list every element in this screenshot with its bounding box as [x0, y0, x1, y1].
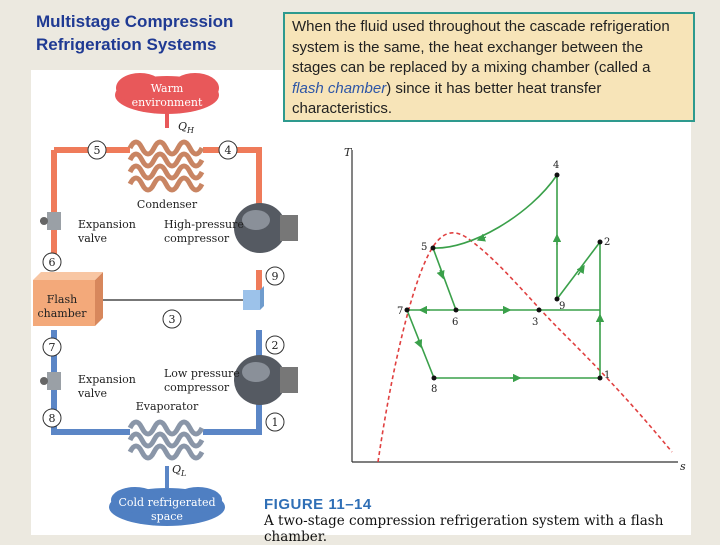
ts-x-axis-label: s: [680, 460, 686, 473]
ts-y-axis-label: T: [344, 146, 352, 159]
figure-panel: [31, 70, 691, 535]
flash-line-1: Flash: [46, 293, 78, 306]
evaporator-label: Evaporator: [135, 400, 199, 413]
lp-compressor-line-2: compressor: [164, 381, 230, 394]
expansion-valve-1: [40, 212, 61, 230]
expansion-valve-2-line-1: Expansion: [78, 373, 136, 386]
flash-line-2: chamber: [37, 307, 87, 320]
ts-point-6: 6: [452, 317, 459, 328]
hp-compressor-line-2: compressor: [164, 232, 230, 245]
condenser-label: Condenser: [136, 198, 198, 211]
title-line-2: Refrigeration Systems: [36, 35, 217, 54]
cycle-lines: [407, 175, 600, 378]
mixing-chamber: [243, 286, 264, 310]
figure-caption: A two-stage compression refrigeration system with a flash chamber.: [264, 513, 664, 545]
state-label-6: 6: [48, 256, 56, 269]
ts-point-2: 2: [604, 237, 611, 248]
state-label-3: 3: [168, 313, 176, 326]
state-label-1: 1: [271, 416, 279, 429]
expansion-valve-1-line-2: valve: [78, 232, 108, 245]
expansion-valve-1-line-1: Expansion: [78, 218, 136, 231]
state-label-8: 8: [48, 412, 56, 425]
ts-point-3: 3: [532, 317, 539, 328]
warm-env-line-1: Warm: [150, 82, 184, 95]
slide-title: [36, 10, 286, 56]
figure-label: FIGURE 11–14: [264, 496, 372, 513]
ts-point-1: 1: [604, 370, 611, 381]
cycle-points: [405, 173, 603, 381]
ts-point-8: 8: [431, 384, 438, 395]
figure-svg: [31, 70, 691, 535]
condenser-coils: [130, 142, 202, 190]
warm-env-line-2: environment: [131, 96, 203, 109]
explanation-callout: [283, 12, 695, 122]
callout-highlight: flash chamber: [292, 79, 387, 97]
q-l-label: $Q_L$: [172, 463, 187, 478]
cold-space-line-1: Cold refrigerated: [118, 496, 216, 509]
low-pressure-compressor: [234, 355, 298, 405]
ts-point-4: 4: [553, 160, 560, 171]
title-line-1: Multistage Compression: [36, 12, 234, 31]
callout-text-after: ) since it has better heat transfer characteristics.: [292, 79, 602, 117]
state-label-5: 5: [93, 144, 101, 157]
expansion-valve-2-line-2: valve: [78, 387, 108, 400]
ts-point-5: 5: [421, 242, 428, 253]
state-label-9: 9: [271, 270, 279, 283]
ts-point-9: 9: [559, 301, 566, 312]
cold-space-line-2: space: [151, 510, 183, 523]
ts-point-7: 7: [397, 306, 404, 317]
cycle-arrows: [418, 235, 600, 378]
state-label-2: 2: [271, 339, 279, 352]
expansion-valve-2: [40, 372, 61, 390]
callout-text-before: When the fluid used throughout the cascade refrigeration system is the same, the heat exchanger between the stages can be replaced by a mixing chamber (called a: [292, 18, 670, 76]
lp-compressor-line-1: Low pressure: [164, 367, 240, 380]
q-h-label: $Q_H$: [178, 120, 195, 135]
hp-compressor-line-1: High-pressure: [164, 218, 244, 231]
state-label-7: 7: [48, 341, 56, 354]
evaporator-coils: [130, 422, 202, 458]
state-label-4: 4: [224, 144, 232, 157]
